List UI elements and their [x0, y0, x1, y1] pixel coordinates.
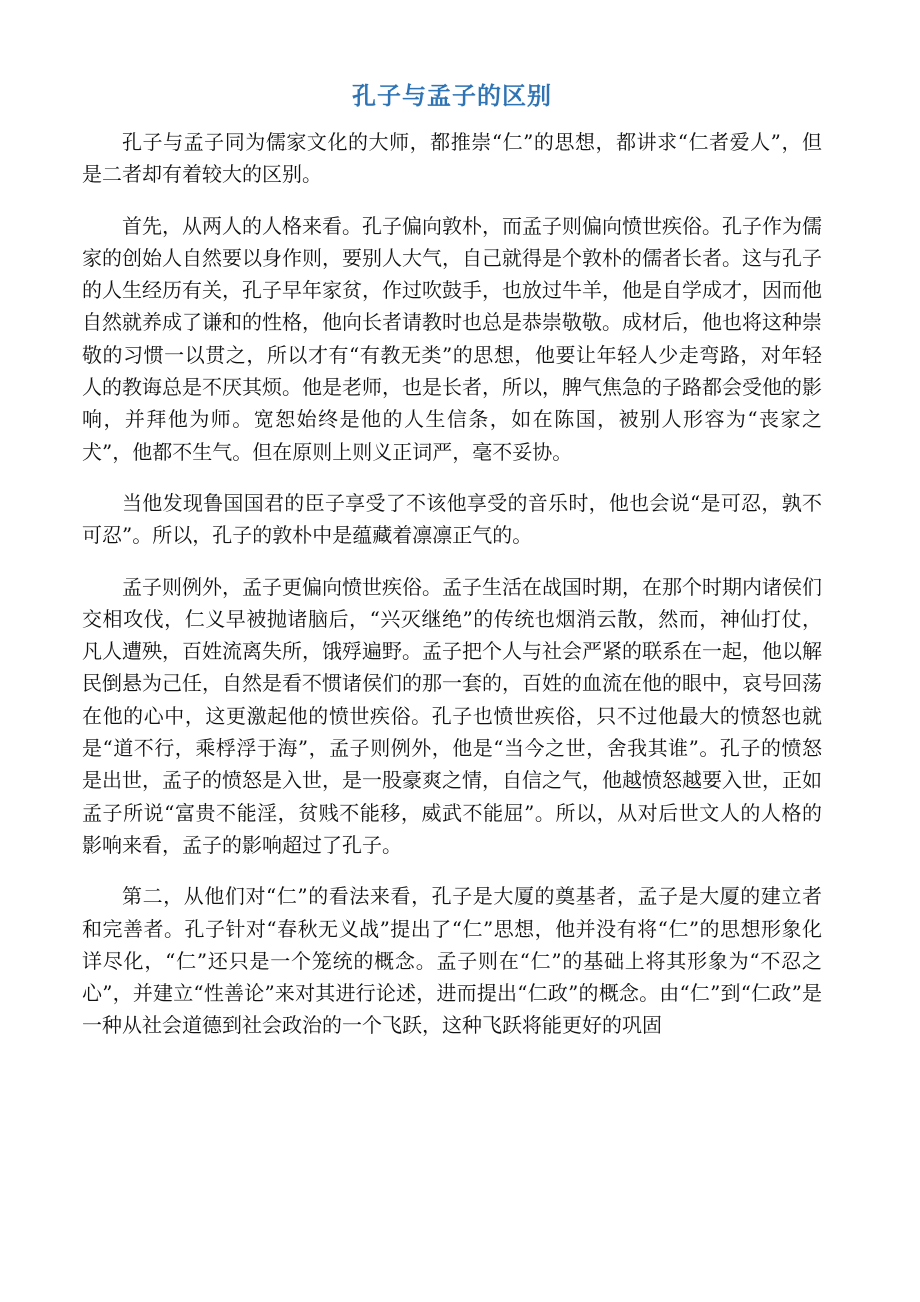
paragraph-music-anecdote: 当他发现鲁国国君的臣子享受了不该他享受的音乐时，他也会说“是可忍，孰不可忍”。所以，孔子的敦朴中是蕴藏着凛凛正气的。 — [82, 490, 822, 548]
document-title: 孔子与孟子的区别 — [352, 82, 552, 110]
paragraph-personality: 首先，从两人的人格来看。孔子偏向敦朴，而孟子则偏向愤世疾俗。孔子作为儒家的创始人自然要以身作则，要别人大气，自己就得是个敦朴的儒者长者。这与孔子的人生经历有关，孔子早年家贫，作过吹鼓手，也放过牛羊，他是自学成才，因而他自然就养成了谦和的性格，他向长者请教时也总是恭崇敬敬。成材后，他也将这种崇敬的习惯一以贯之，所以才有“有教无类”的思想，他要让年轻人少走弯路，对年轻人的教诲总是不厌其烦。他是老师，也是长者，所以，脾气焦急的子路都会受他的影响，并拜他为师。宽恕始终是他的人生信条，如在陈国，被别人形容为“丧家之犬”，他都不生气。但在原则上则义正词严，毫不妥协。 — [82, 213, 822, 464]
paragraph-intro: 孔子与孟子同为儒家文化的大师，都推崇“仁”的思想，都讲求“仁者爱人”，但是二者却有着较大的区别。 — [82, 130, 822, 187]
paragraph-ren-view: 第二，从他们对“仁”的看法来看，孔子是大厦的奠基者，孟子是大厦的建立者和完善者。孔子针对“春秋无义战”提出了“仁”思想，他并没有将“仁”的思想形象化详尽化，“仁”还只是一个笼统的概念。孟子则在“仁”的基础上将其形象为“不忍之心”，并建立“性善论”来对其进行论述，进而提出“仁政”的概念。由“仁”到“仁政”是一种从社会道德到社会政治的一个飞跃，这种飞跃将能更好的巩固 — [82, 884, 822, 1038]
document-page — [82, 78, 822, 1061]
paragraph-mencius: 孟子则例外，孟子更偏向愤世疾俗。孟子生活在战国时期，在那个时期内诸侯们交相攻伐，仁义早被抛诸脑后，“兴灭继绝”的传统也烟消云散，然而，神仙打仗，凡人遭殃，百姓流离失所，饿殍遍野。孟子把个人与社会严紧的联系在一起，他以解民倒悬为己任，自然是看不惯诸侯们的那一套的，百姓的血流在他的眼中，哀号回荡在他的心中，这更激起他的愤世疾俗。孔子也愤世疾俗，只不过他最大的愤怒也就是“道不行，乘桴浮于海”，孟子则例外，他是“当今之世，舍我其谁”。孔子的愤怒是出世，孟子的愤怒是入世，是一股豪爽之情，自信之气，他越愤怒越要入世，正如孟子所说“富贵不能淫，贫贱不能移，威武不能屈”。所以，从对后世文人的人格的影响来看，孟子的影响超过了孔子。 — [82, 574, 822, 857]
